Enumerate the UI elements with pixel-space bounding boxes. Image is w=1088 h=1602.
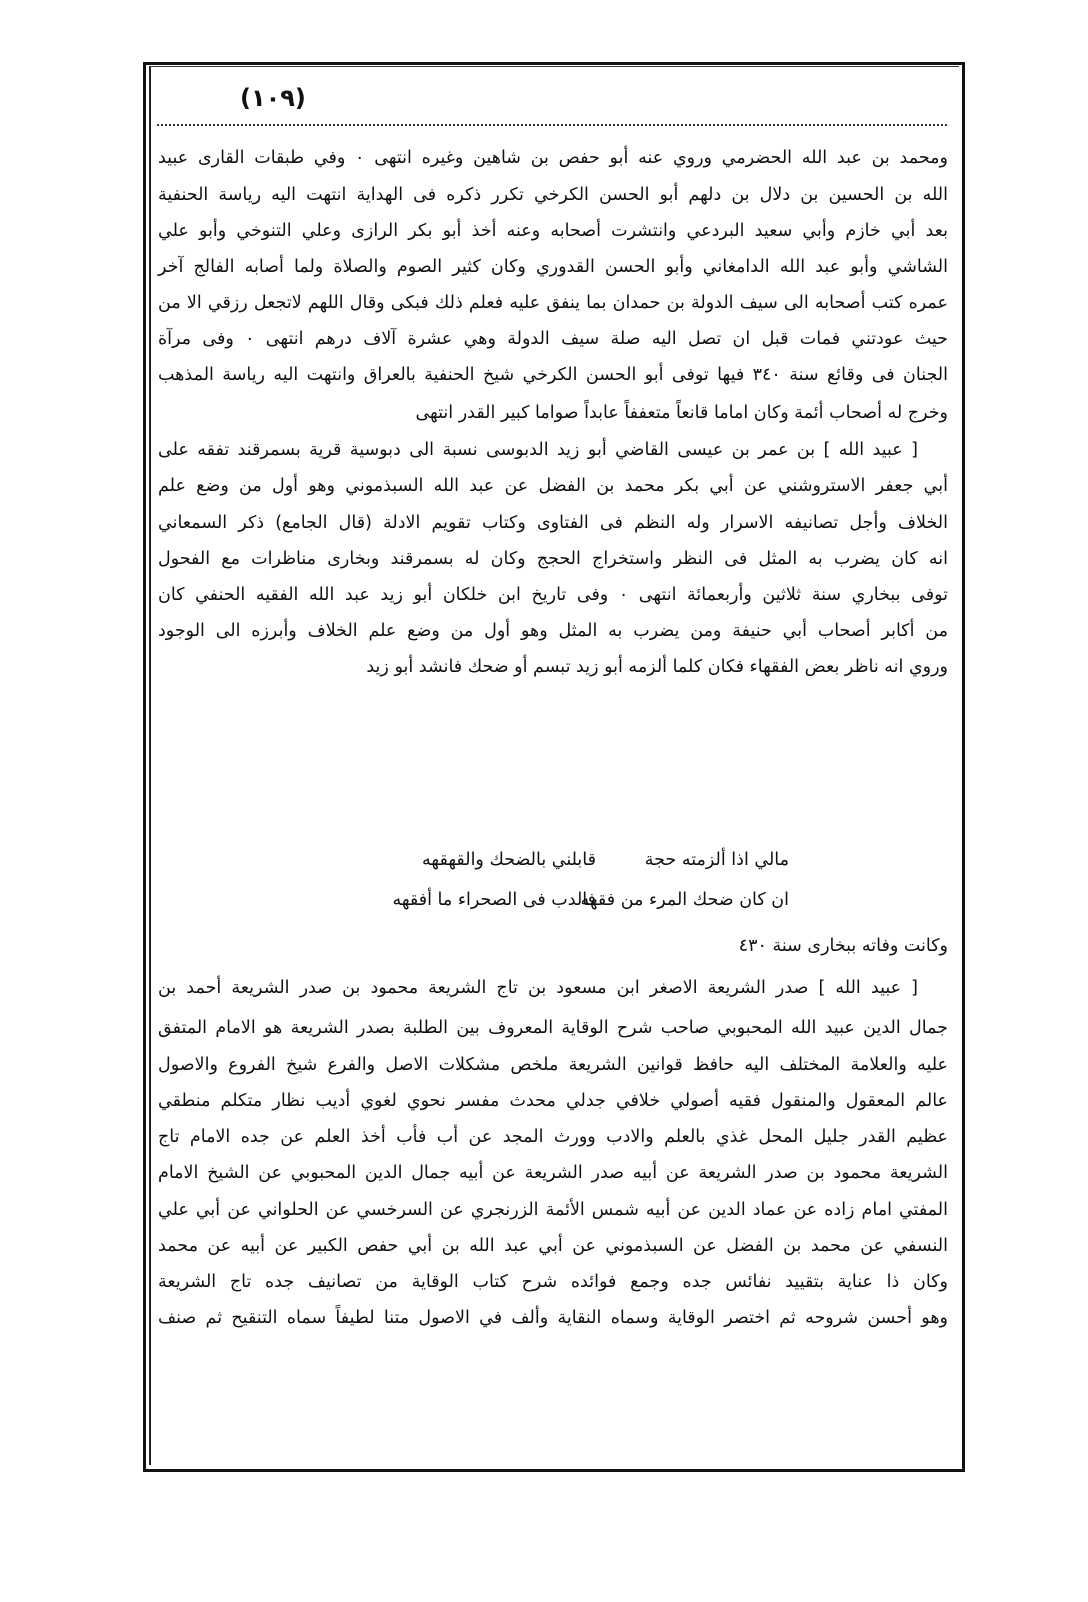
page-number: (١٠٩) bbox=[240, 84, 306, 112]
verse-1-second: قابلني بالضحك والقهقهه bbox=[422, 850, 596, 870]
verse-2-first: ان كان ضحك المرء من فقهه bbox=[580, 890, 789, 910]
text-line: وهو أحسن شروحه ثم اختصر الوقاية وسماه النقاية وألف في الاصول متنا لطيفاً سماه التنقيح ثم صنف bbox=[158, 1308, 948, 1328]
text-line: الجنان فى وقائع سنة ٣٤٠ فيها توفى أبو الحسن الكرخي شيخ الحنفية بالعراق وانتهت اليه رياسة المذهب bbox=[158, 365, 948, 385]
text-line: الشريعة محمود بن صدر الشريعة عن أبيه صدر الشريعة عن أبيه جمال الدين المحبوبي عن الشيخ الامام bbox=[158, 1163, 948, 1183]
text-line: وروي انه ناظر بعض الفقهاء فكان كلما ألزمه أبو زيد تبسم أو ضحك فانشد أبو زيد bbox=[366, 657, 948, 677]
verse-2-second: فالدب فى الصحراء ما أفقهه bbox=[392, 890, 596, 910]
text-line: وكانت وفاته ببخارى سنة ٤٣٠ bbox=[738, 936, 948, 956]
text-line: الخلاف وأجل تصانيفه الاسرار وله النظم فى الفتاوى وكتاب تقويم الادلة (قال الجامع) ذكر السمعاني bbox=[158, 513, 948, 533]
text-line: عالم المعقول والمنقول فقيه أصولي خلافي جدلي محدث مفسر نحوي لغوي أديب نظار متكلم منطقي bbox=[158, 1091, 948, 1111]
text-line: ومحمد بن عبد الله الحضرمي وروي عنه أبو حفص بن شاهين وغيره انتهى ٠ وفي طبقات القارى عبيد bbox=[158, 148, 948, 168]
text-line: عظيم القدر جليل المحل غذي بالعلم والادب وورث المجد عن أب فأب أخذ العلم عن جده الامام تاج bbox=[158, 1127, 948, 1147]
verse-1-first: مالي اذا ألزمته حجة bbox=[644, 850, 789, 870]
text-line: وخرج له أصحاب أئمة وكان اماما قانعاً متعففاً عابداً صواما كبير القدر انتهى bbox=[415, 403, 948, 423]
text-line: النسفي عن محمد بن الفضل عن السبذموني عن أبي عبد الله بن أبي حفص الكبير عن أبيه عن محمد bbox=[158, 1236, 948, 1256]
text-line: عمره كتب أصحابه الى سيف الدولة بن حمدان بما ينفق عليه فعلم ذلك فبكى وقال اللهم لاتجعل رزقي الا من bbox=[158, 293, 948, 313]
text-line: حيث عودتني فمات قبل ان تصل اليه صلة سيف الدولة وهي عشرة آلاف درهم انتهى ٠ وفى مرآة bbox=[158, 329, 948, 349]
header-divider bbox=[157, 124, 947, 126]
text-line: أبي جعفر الاستروشني عن أبي بكر محمد بن الفضل عن عبد الله السبذموني وهو أول من وضع علم bbox=[158, 476, 948, 496]
text-line: جمال الدين عبيد الله المحبوبي صاحب شرح الوقاية المعروف بين الطلبة بصدر الشريعة هو الامام المتفق bbox=[158, 1018, 948, 1038]
text-line: من أكابر أصحاب أبي حنيفة ومن يضرب به المثل وهو أول من وضع علم الخلاف وأبرزه الى الوجود bbox=[158, 621, 948, 641]
text-line: توفى ببخاري سنة ثلاثين وأربعمائة انتهى ٠ وفى تاريخ ابن خلكان أبو زيد عبد الله الفقيه الحنفي كان bbox=[158, 585, 948, 605]
text-line: المفتي امام زاده عن عماد الدين عن أبيه شمس الأئمة الزرنجري عن السرخسي عن الحلواني عن أبي علي bbox=[158, 1200, 948, 1220]
text-line: الشاشي وأبو عبد الله الدامغاني وأبو الحسن القدوري وكان كثير الصوم والصلاة ولما أصابه الفالج آخر bbox=[158, 257, 948, 277]
text-line: بعد أبي خازم وأبي سعيد البردعي وانتشرت أصحابه وعنه أخذ أبو بكر الرازى وعلي التنوخي وأبو علي bbox=[158, 221, 948, 241]
entry-start-line: [ عبيد الله ] صدر الشريعة الاصغر ابن مسعود بن تاج الشريعة محمود بن صدر الشريعة أحمد بن bbox=[158, 978, 918, 998]
entry-start-line: [ عبيد الله ] بن عمر بن عيسى القاضي أبو زيد الدبوسى نسبة الى دبوسية قرية بسمرقند تفقه على bbox=[158, 440, 918, 460]
text-line: الله بن الحسين بن دلال بن دلهم أبو الحسن الكرخي تكرر ذكره فى الهداية انتهت اليه رياسة الحنفية bbox=[158, 185, 948, 205]
text-line: وكان ذا عناية بتقييد نفائس جده وجمع فوائده شرح كتاب الوقاية من تصانيف جده تاج الشريعة bbox=[158, 1272, 948, 1292]
text-line: عليه والعلامة المختلف اليه حافظ قوانين الشريعة ملخص مشكلات الاصل والفرع شيخ الفروع والاصول bbox=[158, 1055, 948, 1075]
text-line: انه كان يضرب به المثل فى النظر واستخراج الحجج وكان له بسمرقند وبخارى مناظرات مع الفحول bbox=[158, 549, 948, 569]
